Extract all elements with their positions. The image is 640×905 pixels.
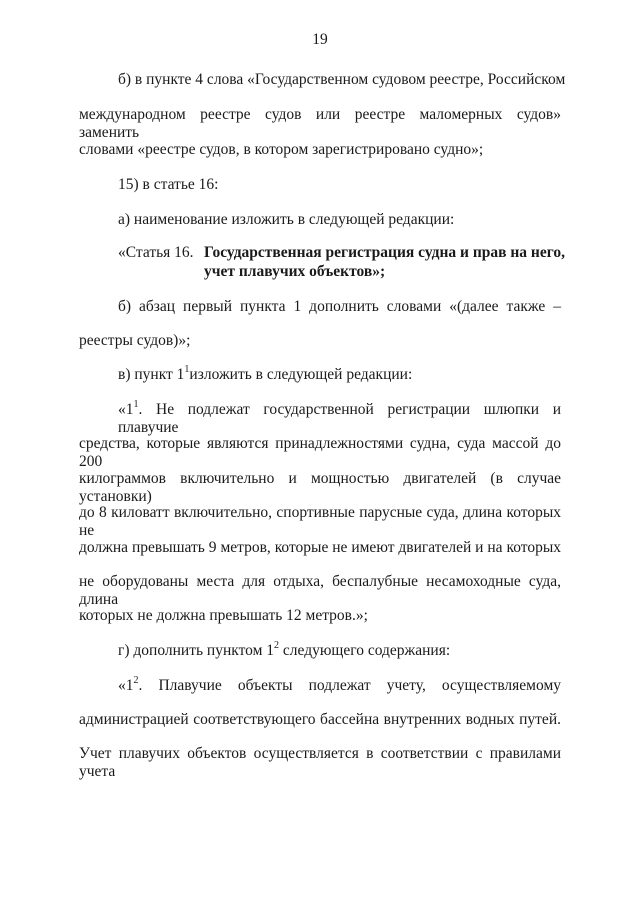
- para-b2-line2: реестры судов)»;: [79, 332, 191, 349]
- para-v-pre: в) пункт 1: [118, 366, 185, 383]
- para-g-pre: г) дополнить пунктом 1: [118, 642, 275, 659]
- para-v: [118, 363, 413, 384]
- clause-1-1-line2: средства, которые являются принадлежностями судна, суда массой до 200: [79, 435, 561, 470]
- clause-1-2-sup: 2: [133, 674, 139, 686]
- clause-1-1-line7: которых не должна превышать 12 метров.»;: [79, 607, 368, 624]
- clause-1-2-line1: [118, 674, 561, 695]
- clause-1-2-l1: . Плавучие объекты подлежат учету, осуществляемому: [138, 677, 561, 694]
- para-g: [118, 639, 451, 660]
- clause-1-1-line1: [118, 398, 561, 437]
- para-v-post: изложить в следующей редакции:: [189, 366, 413, 383]
- clause-1-1-sup: 1: [133, 398, 139, 410]
- para-b2-line1: б) абзац первый пункта 1 дополнить словами «(далее также –: [118, 298, 561, 315]
- article-heading-title-line1: Государственная регистрация судна и прав на него,: [204, 244, 566, 261]
- article-heading-prefix: «Статья 16.: [118, 244, 194, 261]
- para-b1-line1: б) в пункте 4 слова «Государственном судовом реестре, Российском: [118, 71, 566, 88]
- clause-1-1-line3: килограммов включительно и мощностью двигателей (в случае установки): [79, 470, 561, 505]
- clause-1-1-line6: не оборудованы места для отдыха, беспалубные несамоходные суда, длина: [79, 573, 561, 608]
- para-b1-line2: международном реестре судов или реестре маломерных судов» заменить: [79, 106, 561, 141]
- clause-1-1-line5: должна превышать 9 метров, которые не имеют двигателей и на которых: [79, 539, 561, 556]
- para-a: а) наименование изложить в следующей редакции:: [118, 211, 455, 228]
- clause-1-2-pre: «1: [118, 677, 134, 694]
- article-heading-title-line2: учет плавучих объектов»;: [204, 263, 386, 280]
- item-15: 15) в статье 16:: [118, 176, 219, 193]
- clause-1-1-pre: «1: [118, 401, 134, 418]
- clause-1-2-line3: Учет плавучих объектов осуществляется в соответствии с правилами учета: [79, 745, 561, 780]
- para-b1-line3: словами «реестре судов, в котором зарегистрировано судно»;: [79, 141, 484, 158]
- page-number: 19: [312, 31, 328, 48]
- para-g-sup: 2: [274, 639, 280, 651]
- para-v-sup: 1: [184, 363, 190, 375]
- clause-1-1-line4: до 8 киловатт включительно, спортивные парусные суда, длина которых не: [79, 504, 561, 539]
- para-g-post: следующего содержания:: [279, 642, 451, 659]
- clause-1-1-l1: . Не подлежат государственной регистрации шлюпки и плавучие: [118, 401, 561, 436]
- clause-1-2-line2: администрацией соответствующего бассейна внутренних водных путей.: [79, 711, 561, 728]
